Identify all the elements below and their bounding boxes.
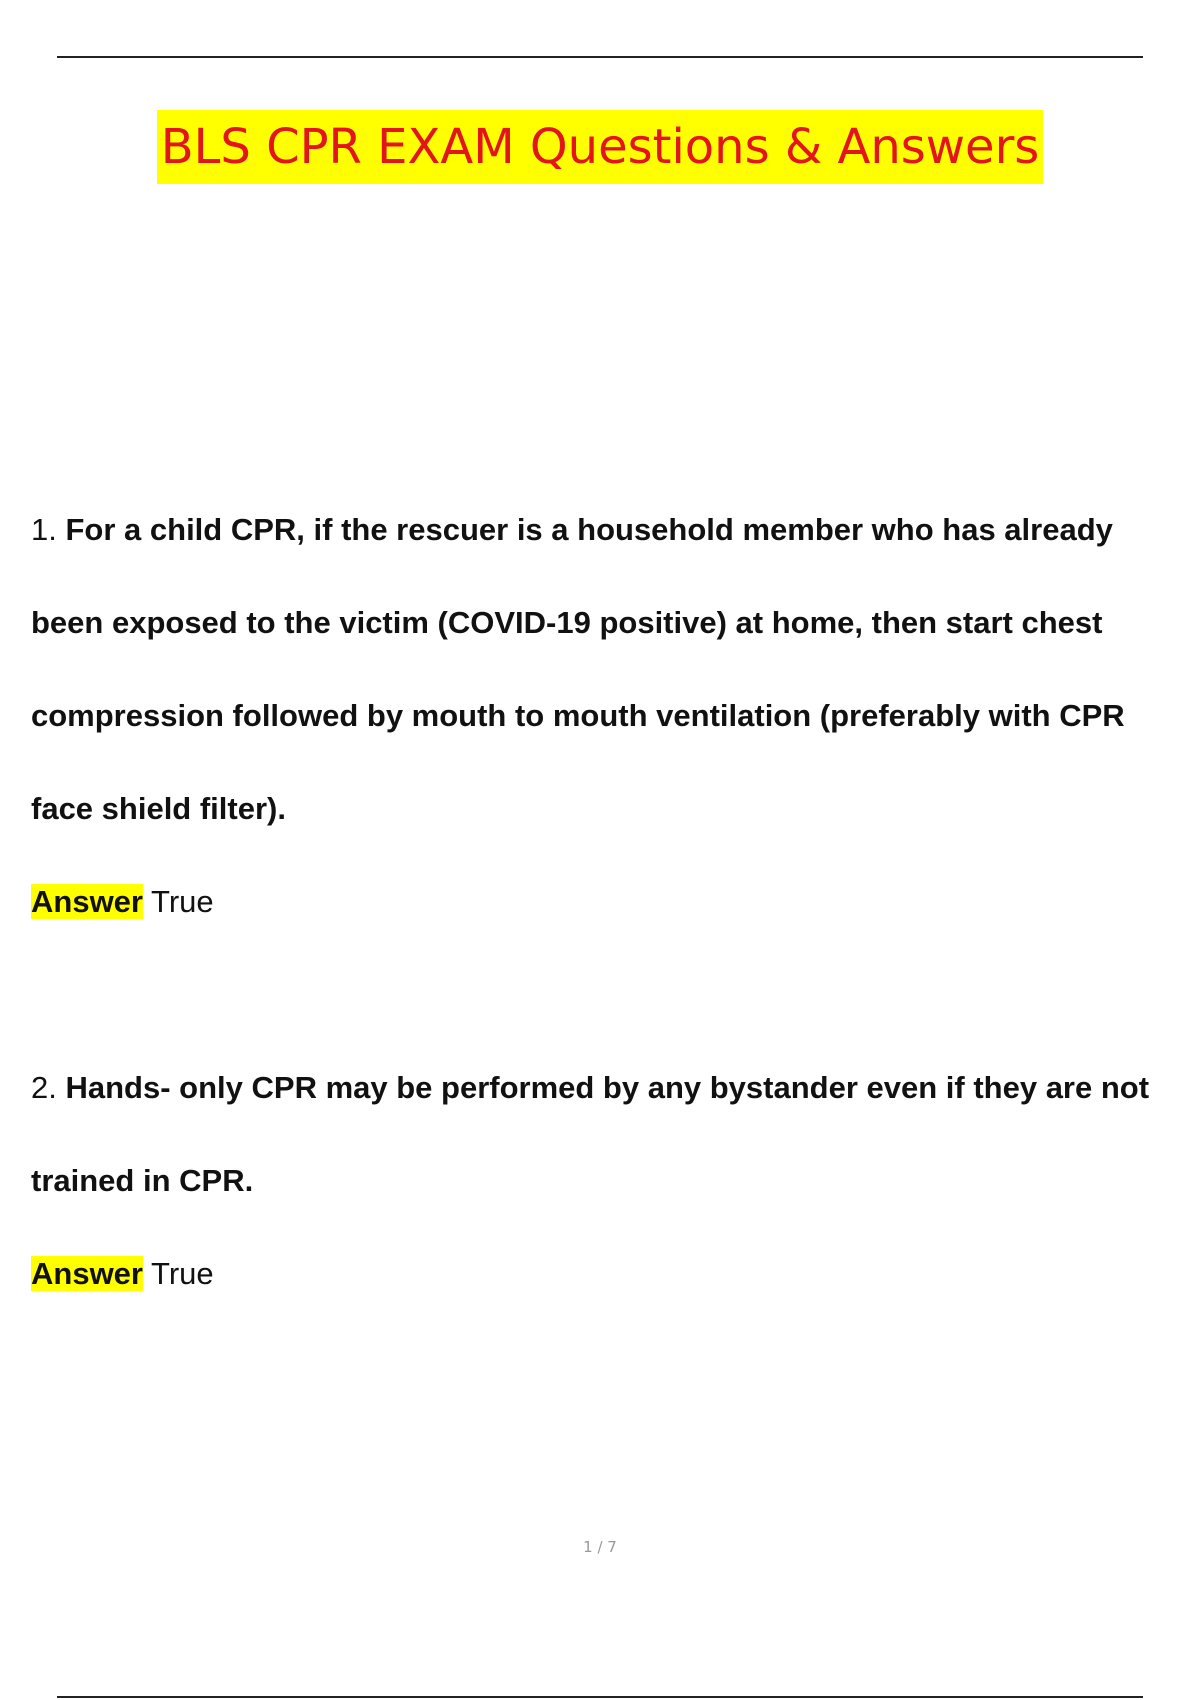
answer-label: Answer [31,884,143,919]
question-2-line-2 [31,1161,253,1201]
question-2-text-line-2: trained in CPR. [31,1163,254,1198]
page-number: 1 / 7 [583,1538,617,1556]
bottom-divider [57,1696,1143,1698]
question-1-line-1 [31,510,1113,550]
page-title: BLS CPR EXAM Questions & Answers [157,110,1044,184]
question-1-line-4 [31,789,286,829]
answer-value: True [151,1256,214,1291]
question-2-text-line-1: Hands- only CPR may be performed by any bystander even if they are not [65,1070,1150,1105]
title-container [0,110,1200,184]
question-2-answer [31,1254,214,1294]
question-2-number: 2. [31,1070,57,1105]
top-divider [57,56,1143,58]
question-1-text-line-3: compression followed by mouth to mouth ventilation (preferably with CPR [31,698,1125,733]
question-1-text-line-1: For a child CPR, if the rescuer is a household member who has already [65,512,1113,547]
question-1-text-line-4: face shield filter). [31,791,286,826]
question-1-line-3 [31,696,1125,736]
question-1-number: 1. [31,512,57,547]
question-1-text-line-2: been exposed to the victim (COVID-19 positive) at home, then start chest [31,605,1103,640]
answer-value: True [151,884,214,919]
question-2-line-1 [31,1068,1149,1108]
question-1-answer [31,882,214,922]
answer-label: Answer [31,1256,143,1291]
question-1-line-2 [31,603,1102,643]
